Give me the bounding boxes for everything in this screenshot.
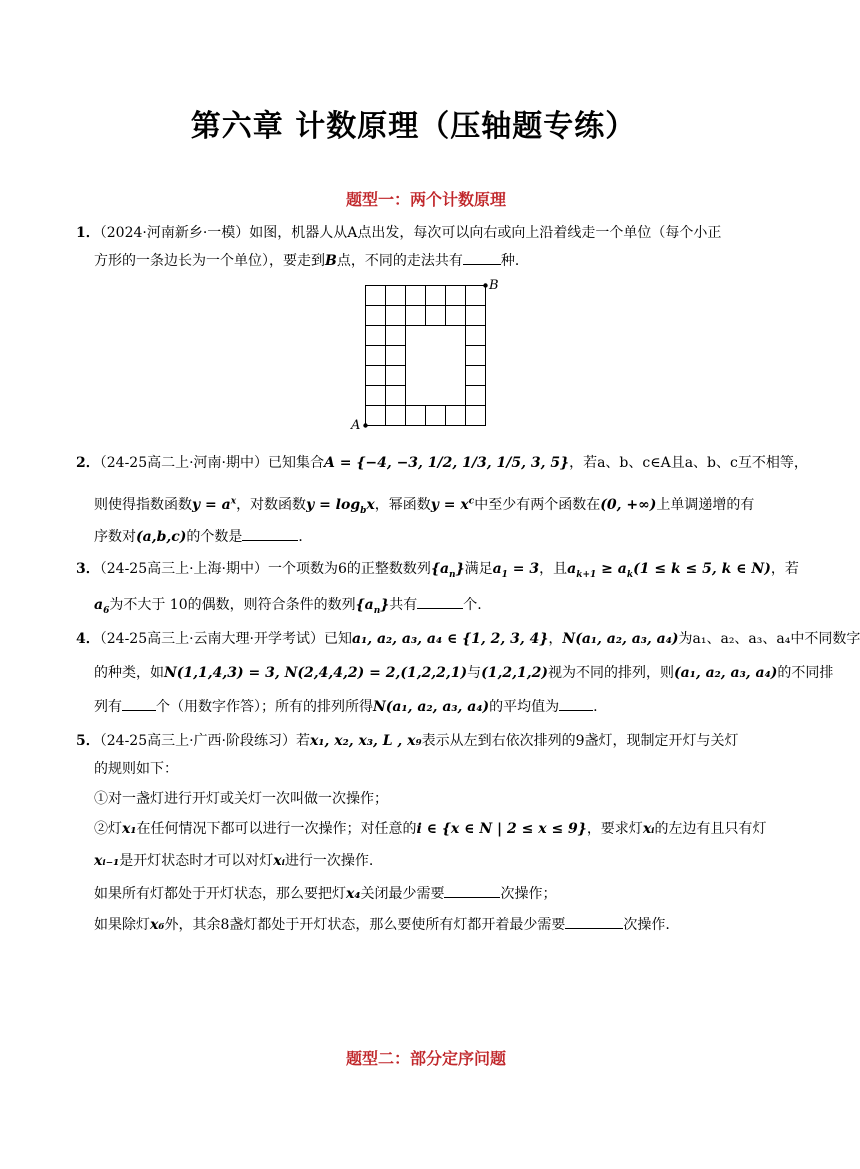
answer-blank-q5-part-1[interactable] [444,883,500,898]
question-3-number: 3． [76,561,100,577]
question-5-line-1: 5．（24-25高三上·广西·阶段练习）若x₁, x₂, x₃, L , x₉表示从左到右依次排列的9盏灯，现制定开灯与关灯 [76,733,739,749]
question-4-line-2: 的种类，如N(1,1,4,3) = 3, N(2,4,4,2) = 2,(1,2,2,1)与(1,2,1,2)视为不同的排列，则(a₁, a₂, a₃, a₄)的不同排 [94,665,834,681]
grid-figure [345,276,505,432]
answer-blank-q4-average[interactable] [559,696,593,711]
question-3-line-2: $a_6$为不大于 10的偶数，则符合条件的数列$\{a_n\}$共有 个. [94,594,482,616]
grid-lines [366,286,486,426]
question-2-number: 2． [76,455,100,471]
set-a-expression: A = {−4, −3, 1/2, 1/3, 1/5, 3, 5} [324,455,570,471]
question-5-rule-2: ②灯x₁在任何情况下都可以进行一次操作；对任意的i ∈ {x ∈ N | 2 ≤ x ≤ 9}，要求灯xᵢ的左边有且只有灯 [94,821,767,837]
point-a-dot [363,423,367,427]
question-1-line-1 [76,222,721,242]
page-title: 第六章 计数原理（压轴题专练） [190,109,637,144]
question-1-line-2: 方形的一条边长为一个单位），要走到B点，不同的走法共有 种． [94,250,529,270]
question-3-line-1: 3．（24-25高三上·上海·期中）一个项数为6的正整数数列$\{a_n\}$满足$a_1 = 3$，且$a_{k+1} \ge a_k(1 \le k \le 5$, k ∈ N)，若 [76,561,799,580]
point-a-label: A [351,418,361,433]
question-5-rule-1: ①对一盏灯进行开灯或关灯一次叫做一次操作； [94,791,388,807]
question-2-line-2: 则使得指数函数$y = a^x$，对数函数$y = \log_bx$，幂函数$y = x^c$中至少有两个函数在(0, +∞)上单调递增的有 [94,496,755,516]
question-5-ask-2: 如果除灯x₆外，其余8盏灯都处于开灯状态，那么要使所有灯都开着最少需要 次操作. [94,914,670,934]
question-4-line-3: 列有 个（用数字作答）；所有的排列所得N(a₁, a₂, a₃, a₄)的平均值为 . [94,696,598,716]
answer-blank-q3[interactable] [417,594,463,609]
answer-blank-q1[interactable] [463,250,501,265]
answer-blank-q2[interactable] [242,526,298,541]
question-1-text: 如图，机器人从A点出发，每次可以向右或向上沿着线走一个单位（每个小正 [249,225,722,241]
question-2-line-3: 序数对(a,b,c)的个数是 ． [94,526,312,546]
question-1-number: 1． [76,225,100,241]
point-b-label: B [489,278,499,293]
question-5-line-2: 的规则如下： [94,761,178,777]
question-5-rule-2-cont: xᵢ₋₁是开灯状态时才可以对灯xᵢ进行一次操作. [94,853,374,869]
question-5-ask-1: 如果所有灯都处于开灯状态，那么要把灯x₄关闭最少需要 次操作； [94,883,556,903]
question-4-number: 4． [76,631,100,647]
section-heading-type-one: 题型一：两个计数原理 [345,190,506,209]
question-1-source: （2024·河南新乡·一模） [99,225,250,241]
point-b-dot [483,283,487,287]
section-heading-type-two: 题型二：部分定序问题 [345,1049,506,1068]
question-5-number: 5． [76,733,100,749]
answer-blank-q5-part-2[interactable] [565,914,623,929]
question-4-line-1: 4．（24-25高三上·云南大理·开学考试）已知a₁, a₂, a₃, a₄ ∈ {1, 2, 3, 4}，N(a₁, a₂, a₃, a₄)为a₁、a₂、a₃、a₄中不同数字 [76,631,860,647]
answer-blank-q4-count[interactable] [122,696,156,711]
question-2-line-1: 2．（24-25高二上·河南·期中）已知集合A = {−4, −3, 1/2, 1/3, 1/5, 3, 5}，若a、b、c∈A且a、b、c互不相等， [76,455,808,471]
